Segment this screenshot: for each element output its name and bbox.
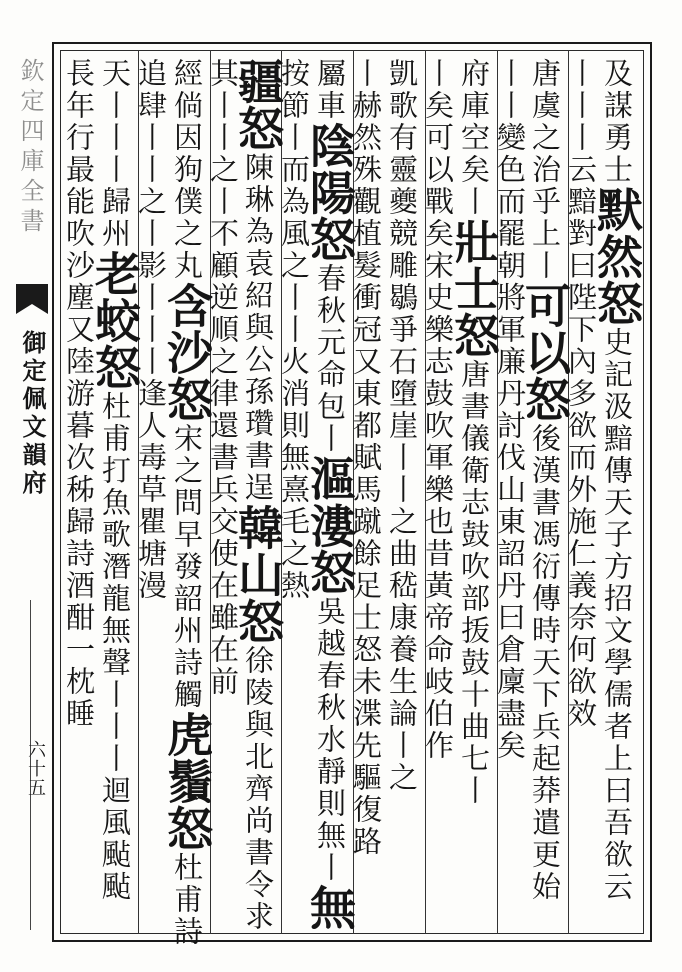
- text-segment: 凱歌有靈夔競雕鶡爭石墮崖丨丨之曲嵇康養生論丨之: [385, 58, 419, 794]
- text-segment: 及謀勇士: [600, 58, 634, 186]
- margin-book-title: 御定佩文韻府: [18, 330, 47, 498]
- text-segment: 將軍廉丹討伐山東詔丹曰倉廩盡矣: [493, 282, 527, 762]
- text-segment: 之丨丨火消則無熹毛之熱: [277, 250, 311, 602]
- text-column: [447, 58, 501, 928]
- text-segment: 府庫空矣丨: [457, 58, 491, 218]
- text-column: [88, 58, 142, 928]
- text-column: [206, 58, 245, 928]
- text-segment: 吳越春秋水靜則無丨: [313, 596, 347, 884]
- text-column: [231, 58, 285, 933]
- text-column: [134, 58, 173, 928]
- text-column: [518, 58, 572, 928]
- text-segment: 瞿塘漫: [134, 506, 168, 602]
- headword: 可以怒: [518, 282, 572, 423]
- headword: 疆怒: [231, 58, 285, 152]
- fishtail-mark-icon: [14, 282, 50, 322]
- headword: 漚漊怒: [303, 455, 357, 596]
- text-column: [493, 58, 532, 928]
- text-column: [421, 58, 460, 928]
- text-segment: 丨丨丨: [564, 58, 598, 154]
- text-segment: 丨矣可以戰矣: [421, 58, 455, 250]
- text-column: [277, 58, 316, 928]
- text-segment: 宋史樂志鼓吹軍樂也昔黃帝命岐伯作: [421, 250, 455, 762]
- text-segment: 唐虞之治乎上丨: [528, 58, 562, 282]
- text-segment: 杜甫打魚歌潛龍無聲丨丨丨迴風颭颭: [98, 391, 132, 903]
- text-column: [160, 58, 214, 948]
- text-segment: 長年行最能: [62, 58, 96, 218]
- text-column: [385, 58, 424, 928]
- text-column: [303, 58, 357, 931]
- text-segment: 唐書儀衛志鼓吹部㧞鼓十曲七丨: [457, 359, 491, 807]
- text-segment: 還書兵交使在雖在前: [206, 410, 240, 698]
- text-segment: 後漢書馮衍傳時天下兵起莽遣更始: [528, 423, 562, 903]
- headword: 默然怒: [590, 186, 644, 327]
- text-column: [590, 58, 644, 928]
- text-segment: 經倘因狗僕之丸: [170, 58, 204, 282]
- text-segment: 杜甫詩: [170, 852, 204, 948]
- text-segment: 天丨丨丨歸州: [98, 58, 132, 250]
- text-segment: 徐陵與北齊尚書令求: [241, 645, 275, 933]
- headword: 含沙怒: [160, 282, 214, 423]
- text-segment: 丨赫然殊觀植髮衝冠又東都賦馬蹴餘足士怒未渫先驅復路: [349, 58, 383, 858]
- text-segment: 陳琳為袁紹與公孫瓚書逞: [241, 152, 275, 504]
- margin-series-title: 欽定四庫全書: [16, 58, 44, 238]
- headword: 韓山怒: [231, 504, 285, 645]
- text-segment: 云黯對曰陛下內多欲而外施仁義奈何欲效: [564, 154, 598, 730]
- text-segment: 丨而為風: [277, 122, 311, 250]
- text-segment: 史記汲黯傳天子方招文學儒者上曰吾欲云: [600, 327, 634, 903]
- text-segment: 春秋元命包丨: [313, 263, 347, 455]
- page-number: 六十五: [25, 740, 46, 797]
- text-segment: 影丨丨丨逢人毒草: [134, 250, 168, 506]
- text-segment: 其丨丨之丨不顧逆順之律: [206, 58, 240, 410]
- text-column: [564, 58, 603, 928]
- text-segment: 吹沙塵又陸游暮次秭歸詩酒酣一枕睡: [62, 218, 96, 730]
- headword: 虎鬚怒: [160, 711, 214, 852]
- headword: 陰陽怒: [303, 122, 357, 263]
- headword: 無: [303, 884, 357, 931]
- headword: 老蛟怒: [88, 250, 142, 391]
- text-segment: 按節: [277, 58, 311, 122]
- text-segment: 丨丨變色而罷朝: [493, 58, 527, 282]
- text-column: [349, 58, 388, 928]
- headword: 壯士怒: [447, 218, 501, 359]
- text-segment: 屬車: [313, 58, 347, 122]
- text-segment: 宋之問早發韶州詩觸: [170, 423, 204, 711]
- text-segment: 追肆丨丨之丨: [134, 58, 168, 250]
- text-column: [62, 58, 101, 928]
